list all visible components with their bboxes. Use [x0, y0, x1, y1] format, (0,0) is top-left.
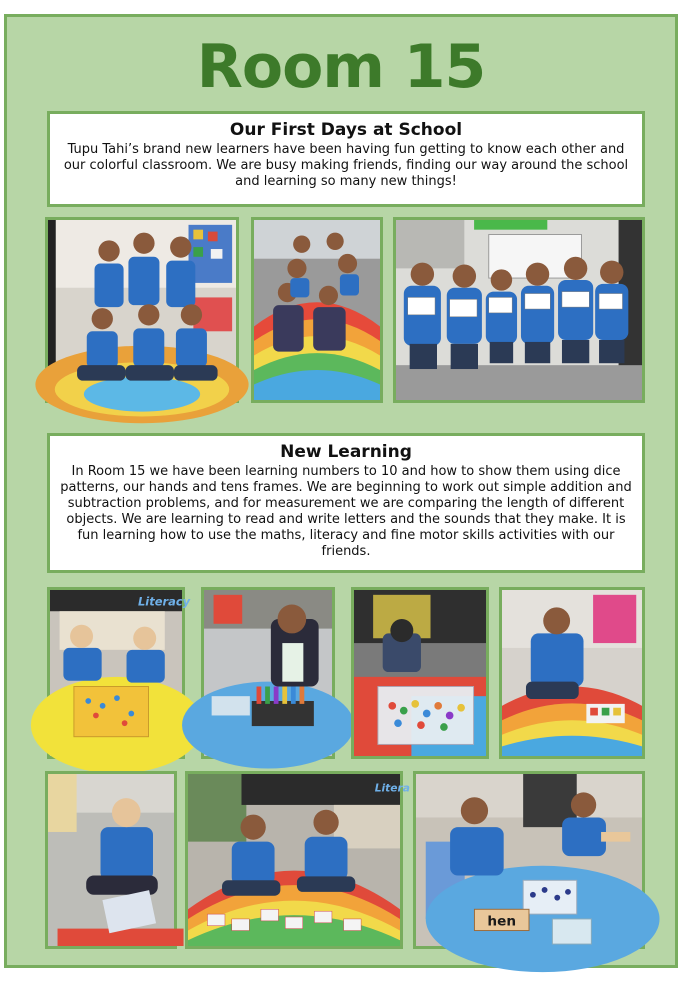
- photo-letter-cards: [185, 771, 411, 949]
- photo-boy-sitting: [45, 771, 177, 949]
- photo-holding-certificates: [393, 217, 645, 403]
- photo-children-on-rug: [251, 217, 383, 403]
- photo-group-seated: [45, 217, 239, 403]
- section-heading: Our First Days at School: [229, 120, 463, 140]
- classroom-sign: Literacy: [138, 594, 191, 609]
- photo-word-building: [413, 771, 645, 949]
- letter-card-word: hen: [487, 913, 517, 930]
- section-body: In Room 15 we have been learning numbers to 10 and how to show them using dice patterns, our hands and tens frames. We are beginning to work out simple addition and subtraction problems, and for measurement we are comparing the length of different objects. We are learning to read and write letters and the sounds that they make. It is fun learning how to use the maths, literacy and fine motor skills activities with our friends.: [60, 464, 632, 559]
- section-heading: New Learning: [280, 442, 412, 462]
- photo-beads-container: [351, 587, 489, 759]
- newsletter-page: [4, 14, 678, 968]
- first-days-section: [47, 111, 645, 207]
- photo-pegs-activity: [201, 587, 335, 759]
- photo-hundreds-board: [47, 587, 191, 759]
- classroom-sign-2: Litera: [374, 781, 411, 795]
- page-title: Room 15: [196, 32, 486, 102]
- new-learning-section: [47, 433, 645, 573]
- section-body: Tupu Tahi’s brand new learners have been having fun getting to know each other and our colorful classroom. We are busy making friends, finding our way around the school and learning so many new things!: [63, 142, 629, 189]
- photo-pattern-blocks: [499, 587, 645, 759]
